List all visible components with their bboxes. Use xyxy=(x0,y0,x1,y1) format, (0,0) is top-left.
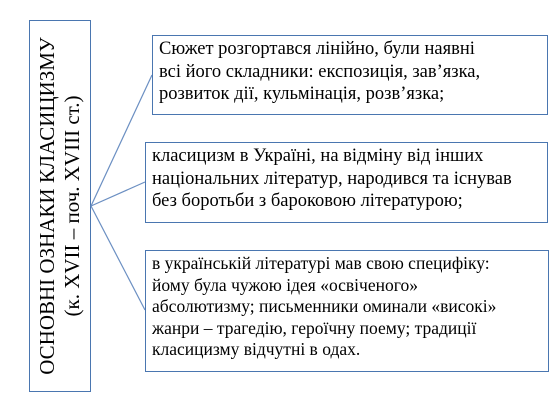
main-title-line-1: ОСНОВНІ ОЗНАКИ КЛАСИЦИЗМУ xyxy=(35,37,59,375)
feature-text-line: розвиток дії, кульмінація, розв’язка; xyxy=(159,84,445,104)
feature-box-plot xyxy=(152,35,548,115)
connector-line-2 xyxy=(91,182,145,206)
feature-text-line: жанри – трагедію, героїчну поему; традиції xyxy=(152,317,477,338)
feature-text-line: йому була чужою ідея «освіченого» xyxy=(152,274,418,295)
connector-line-3 xyxy=(91,206,145,310)
feature-text-line: абсолютизму; письменники оминали «високі» xyxy=(152,296,497,316)
feature-text-line: класицизм в Україні, на відміну від інших xyxy=(152,146,484,166)
feature-text-line: в українській літературі мав свою специфіку: xyxy=(152,253,490,273)
feature-box-specifics xyxy=(145,250,549,372)
feature-text-line: класицизму відчутні в одах. xyxy=(152,339,361,359)
feature-text-line: без боротьби з бароковою літературою; xyxy=(152,191,463,211)
feature-text-line: Сюжет розгортався лінійно, були наявні xyxy=(159,39,475,59)
feature-text-line: національних літератур, народився та існував xyxy=(152,168,512,189)
feature-box-ukraine xyxy=(145,142,548,223)
main-title-line-2: (к. XVII – поч. XVIII ст.) xyxy=(60,95,84,317)
feature-text-line: всі його складники: експозиція, зав’язка, xyxy=(159,61,481,82)
connector-line-1 xyxy=(91,75,152,206)
